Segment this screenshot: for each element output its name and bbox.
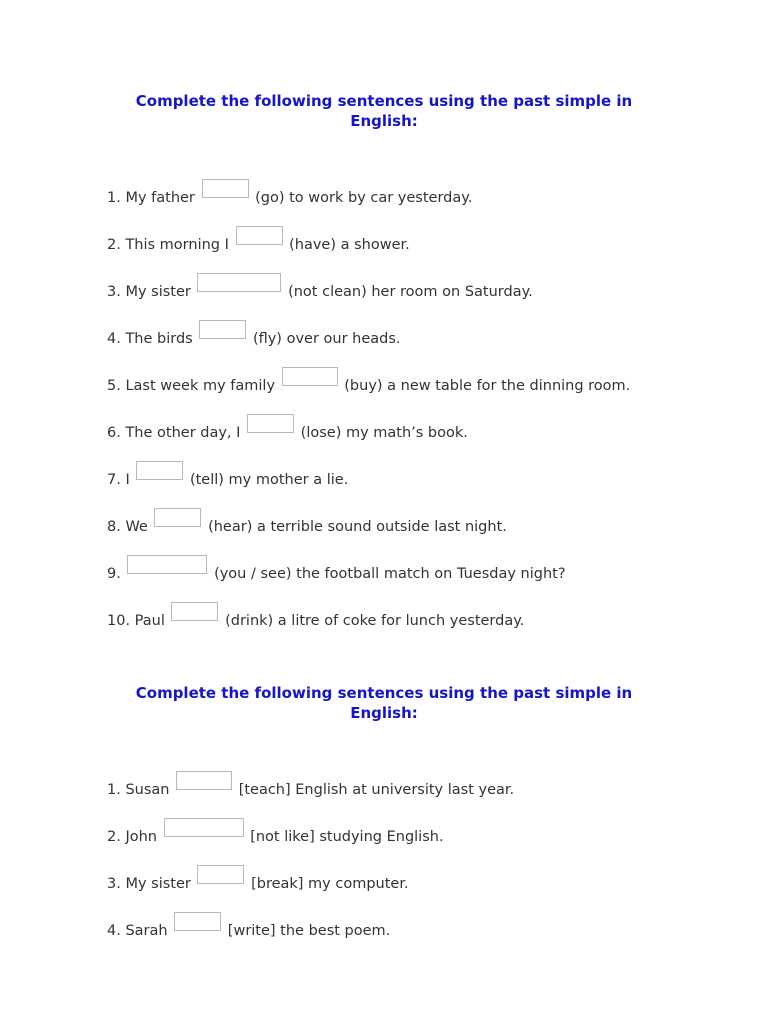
sentence-end: [break] my computer. (251, 876, 409, 892)
sentence-end: (tell) my mother a lie. (189, 472, 349, 488)
sentence-end: (drink) a litre of coke for lunch yesterday. (225, 613, 525, 629)
sentence-item (107, 367, 768, 414)
exercise-2-items (0, 771, 768, 959)
answer-blank[interactable] (136, 461, 183, 480)
sentence-item (107, 865, 768, 912)
answer-blank[interactable] (236, 226, 283, 245)
sentence-item (107, 555, 768, 602)
sentence-start: 2. This morning I (107, 237, 229, 253)
answer-blank[interactable] (247, 414, 294, 433)
sentence-end: (hear) a terrible sound outside last night. (208, 519, 507, 535)
sentence-start: 4. Sarah (107, 923, 168, 939)
exercise-1-items (0, 179, 768, 649)
sentence-start: 3. My sister (107, 876, 191, 892)
sentence-start: 2. John (107, 829, 157, 845)
sentence-item (107, 461, 768, 508)
answer-blank[interactable] (171, 602, 218, 621)
sentence-item (107, 912, 768, 959)
answer-blank[interactable] (164, 818, 244, 837)
sentence-start: 4. The birds (107, 331, 193, 347)
sentence-item (107, 771, 768, 818)
answer-blank[interactable] (197, 273, 281, 292)
sentence-end: (not clean) her room on Saturday. (288, 284, 533, 300)
sentence-start: 3. My sister (107, 284, 191, 300)
sentence-start: 1. My father (107, 190, 195, 206)
sentence-start: 6. The other day, I (107, 425, 241, 441)
exercise-2 (0, 683, 768, 959)
sentence-item (107, 602, 768, 649)
sentence-start: 9. (107, 566, 121, 582)
sentence-item (107, 226, 768, 273)
sentence-item (107, 818, 768, 865)
sentence-end: (you / see) the football match on Tuesday night? (214, 566, 566, 582)
exercise-1 (0, 91, 768, 649)
exercise-1-heading: Complete the following sentences using the past simple in English: (135, 92, 633, 130)
sentence-end: [write] the best poem. (227, 923, 391, 939)
sentence-item (107, 414, 768, 461)
exercise-2-heading: Complete the following sentences using the past simple in English: (135, 684, 633, 722)
answer-blank[interactable] (154, 508, 201, 527)
sentence-end: (fly) over our heads. (252, 331, 401, 347)
sentence-start: 1. Susan (107, 782, 170, 798)
answer-blank[interactable] (197, 865, 244, 884)
sentence-end: (have) a shower. (289, 237, 410, 253)
sentence-start: 5. Last week my family (107, 378, 276, 394)
sentence-end: [teach] English at university last year. (238, 782, 515, 798)
sentence-item (107, 508, 768, 555)
sentence-start: 7. I (107, 472, 130, 488)
sentence-end: (lose) my math’s book. (300, 425, 468, 441)
sentence-end: [not like] studying English. (250, 829, 444, 845)
sentence-item (107, 273, 768, 320)
answer-blank[interactable] (199, 320, 246, 339)
sentence-end: (go) to work by car yesterday. (255, 190, 473, 206)
sentence-item (107, 179, 768, 226)
sentence-item (107, 320, 768, 367)
answer-blank[interactable] (127, 555, 207, 574)
sentence-end: (buy) a new table for the dinning room. (344, 378, 631, 394)
answer-blank[interactable] (176, 771, 232, 790)
answer-blank[interactable] (202, 179, 249, 198)
answer-blank[interactable] (282, 367, 338, 386)
answer-blank[interactable] (174, 912, 221, 931)
sentence-start: 8. We (107, 519, 148, 535)
sentence-start: 10. Paul (107, 613, 165, 629)
